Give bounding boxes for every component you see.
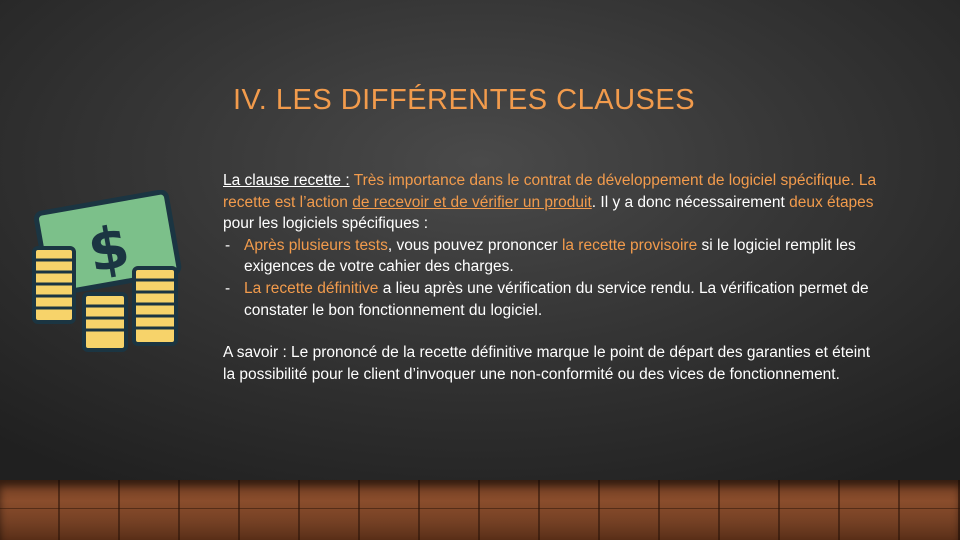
bullet-dash: - [225,236,231,254]
bullet-item-provisoire [223,235,883,278]
bullet-dash: - [225,279,231,297]
money-icon-graphic [28,190,188,355]
highlight-tests: Après plusieurs tests [244,236,388,254]
bullet-item-definitive [223,278,883,321]
text-segment: si le logiciel remplit les exigences de votre cahier des charges. [244,236,856,276]
paragraph-recette [223,170,883,235]
highlight-recette-provisoire: la recette provisoire [561,236,698,254]
slide-title: IV. LES DIFFÉRENTES CLAUSES [233,84,696,116]
money-bill-and-coins-icon [28,190,188,355]
highlight-importance: Très importance dans le contrat de développement de logiciel spécifique. La recette est l’action [223,172,877,211]
highlight-recevoir: de recevoir et de vérifier un produit [352,193,592,211]
highlight-recette-definitive: La recette définitive [244,279,379,297]
text-segment: a lieu après une vérification du service rendu. La vérification permet de constater le bon fonctionnement du logiciel. [244,279,869,319]
slide-body [223,170,883,385]
text-segment: . Il y a donc nécessairement [591,193,785,211]
clause-label: La clause recette : [223,172,350,189]
highlight-deux-etapes: deux étapes [789,193,874,211]
floor-board-line [0,508,960,509]
svg-text:$: $ [82,211,135,286]
text-segment: pour les logiciels spécifiques : [223,215,429,233]
text-segment: , vous pouvez prononcer [387,236,558,254]
note-paragraph: A savoir : Le prononcé de la recette définitive marque le point de départ des garanties et éteint la possibilité pour le client d’invoquer une non-conformité ou des vices de fonctionnement. [223,344,871,383]
wood-floor [0,480,960,540]
